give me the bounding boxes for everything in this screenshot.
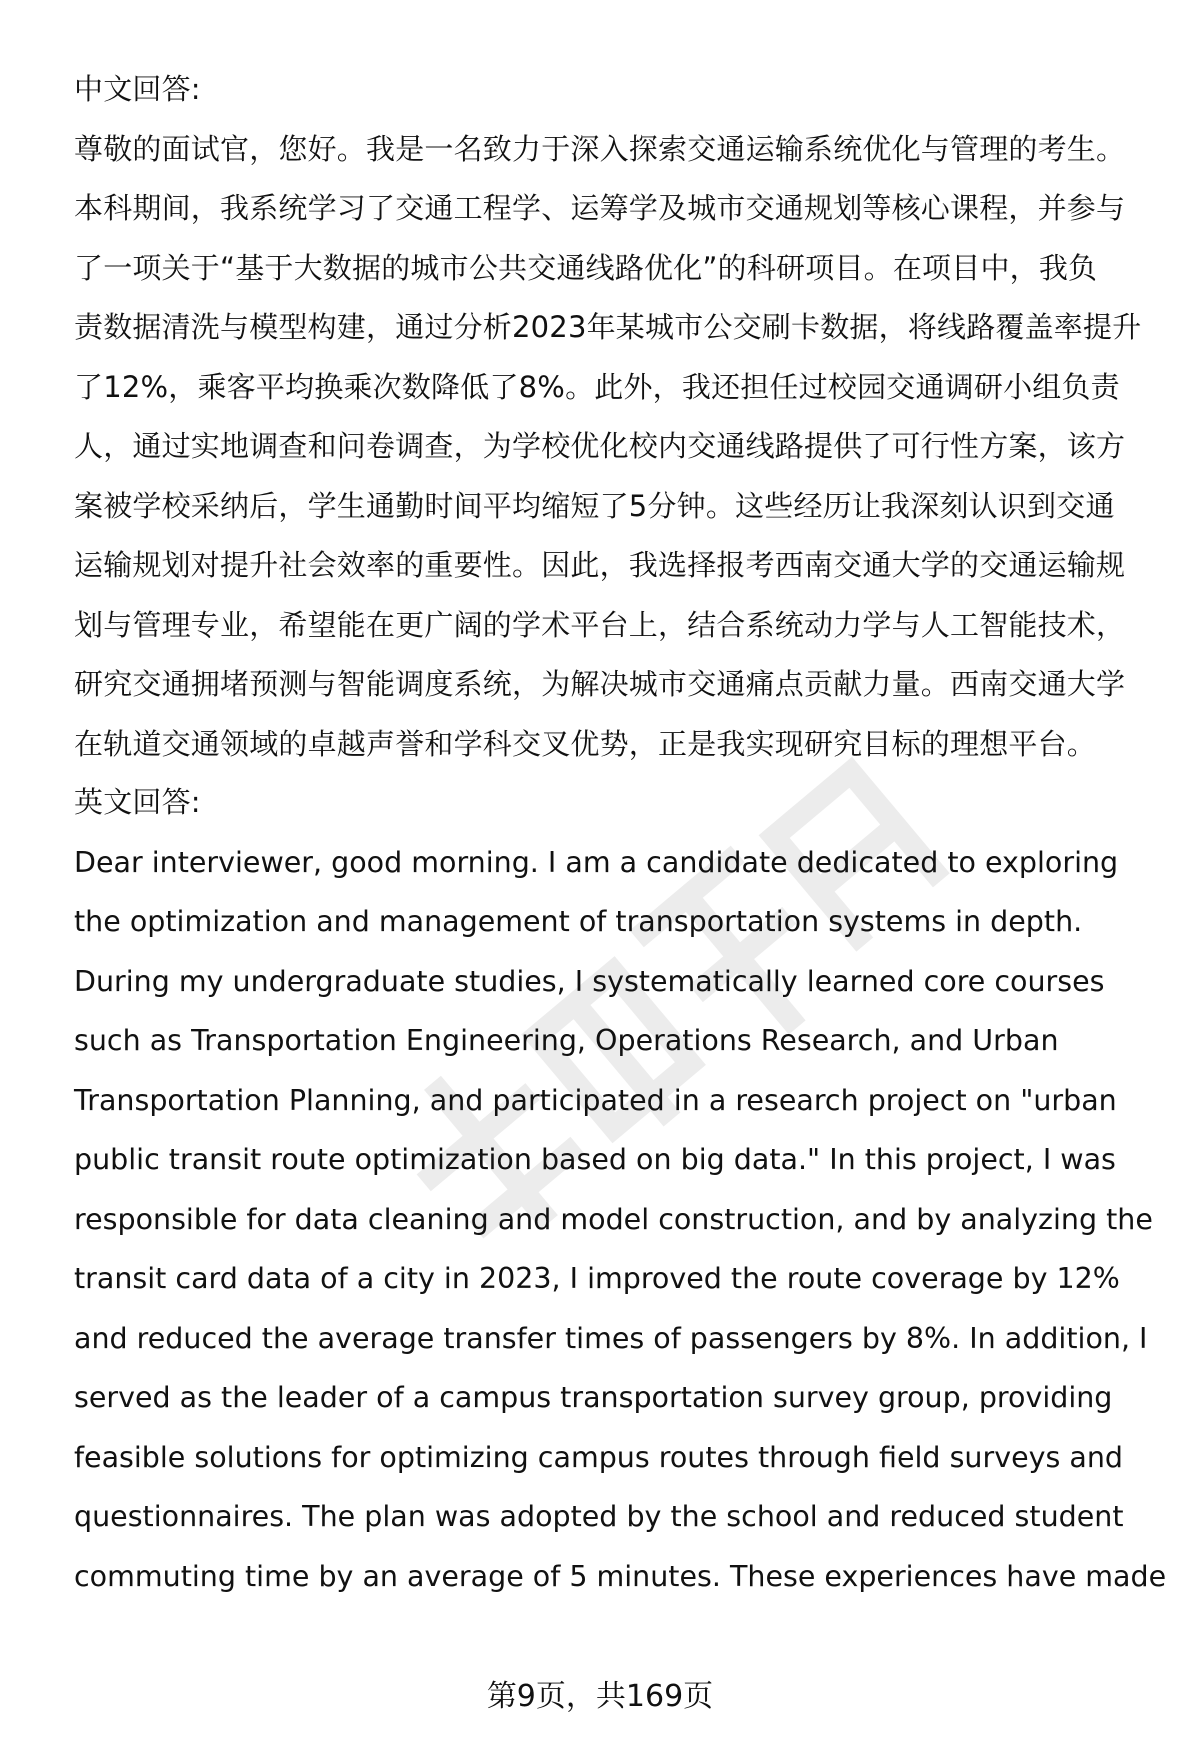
text-line: responsible for data cleaning and model construction, and by analyzing the [74,1202,1153,1236]
text-line: 了一项关于“基于大数据的城市公共交通线路优化”的科研项目。在项目中，我负 [74,250,1098,285]
english-answer-heading: 英文回答: [74,785,201,819]
text-line: served as the leader of a campus transportation survey group, providing [74,1381,1113,1414]
chinese-answer-body [74,120,1160,775]
text-line: 了12%，乘客平均换乘次数降低了8%。此外，我还担任过校园交通调研小组负责 [74,369,1120,404]
text-line: and reduced the average transfer times of passengers by 8%. In addition, I [74,1321,1148,1355]
text-line: commuting time by an average of 5 minutes. These experiences have made [74,1559,1167,1593]
chinese-answer-section [74,60,1160,774]
text-line: Transportation Planning, and participated in a research project on "urban [74,1083,1117,1117]
text-line: public transit route optimization based on big data." In this project, I was [74,1143,1116,1176]
text-line: 本科期间，我系统学习了交通工程学、运筹学及城市交通规划等核心课程，并参与 [74,191,1126,225]
text-line: questionnaires. The plan was adopted by the school and reduced student [74,1500,1124,1533]
text-line: such as Transportation Engineering, Operations Research, and Urban [74,1024,1059,1057]
text-line: 责数据清洗与模型构建，通过分析2023年某城市公交刷卡数据，将线路覆盖率提升 [74,310,1142,344]
page-number: 第9页，共169页 [486,1679,714,1714]
text-line: the optimization and management of transportation systems in depth. [74,905,1083,938]
text-line: 案被学校采纳后，学生通勤时间平均缩短了5分钟。这些经历让我深刻认识到交通 [74,488,1115,523]
english-answer-body [74,833,1167,1607]
text-line: 运输规划对提升社会效率的重要性。因此，我选择报考西南交通大学的交通运输规 [74,548,1126,582]
text-line: 人，通过实地调查和问卷调查，为学校优化校内交通线路提供了可行性方案，该方 [74,429,1126,463]
text-line: 划与管理专业，希望能在更广阔的学术平台上，结合系统动力学与人工智能技术， [74,607,1126,642]
chinese-answer-heading: 中文回答: [74,72,201,106]
text-line: transit card data of a city in 2023, I improved the route coverage by 12% [74,1262,1120,1295]
text-line: feasible solutions for optimizing campus routes through field surveys and [74,1440,1123,1474]
text-line: 在轨道交通领域的卓越声誉和学科交叉优势，正是我实现研究目标的理想平台。 [74,726,1097,761]
english-answer-section [74,773,1167,1606]
text-line: During my undergraduate studies, I systematically learned core courses [74,964,1105,998]
text-line: Dear interviewer, good morning. I am a candidate dedicated to exploring [74,845,1119,879]
text-line: 研究交通拥堵预测与智能调度系统，为解决城市交通痛点贡献力量。西南交通大学 [74,667,1126,701]
text-line: 尊敬的面试官，您好。我是一名致力于深入探索交通运输系统优化与管理的考生。 [74,131,1126,166]
